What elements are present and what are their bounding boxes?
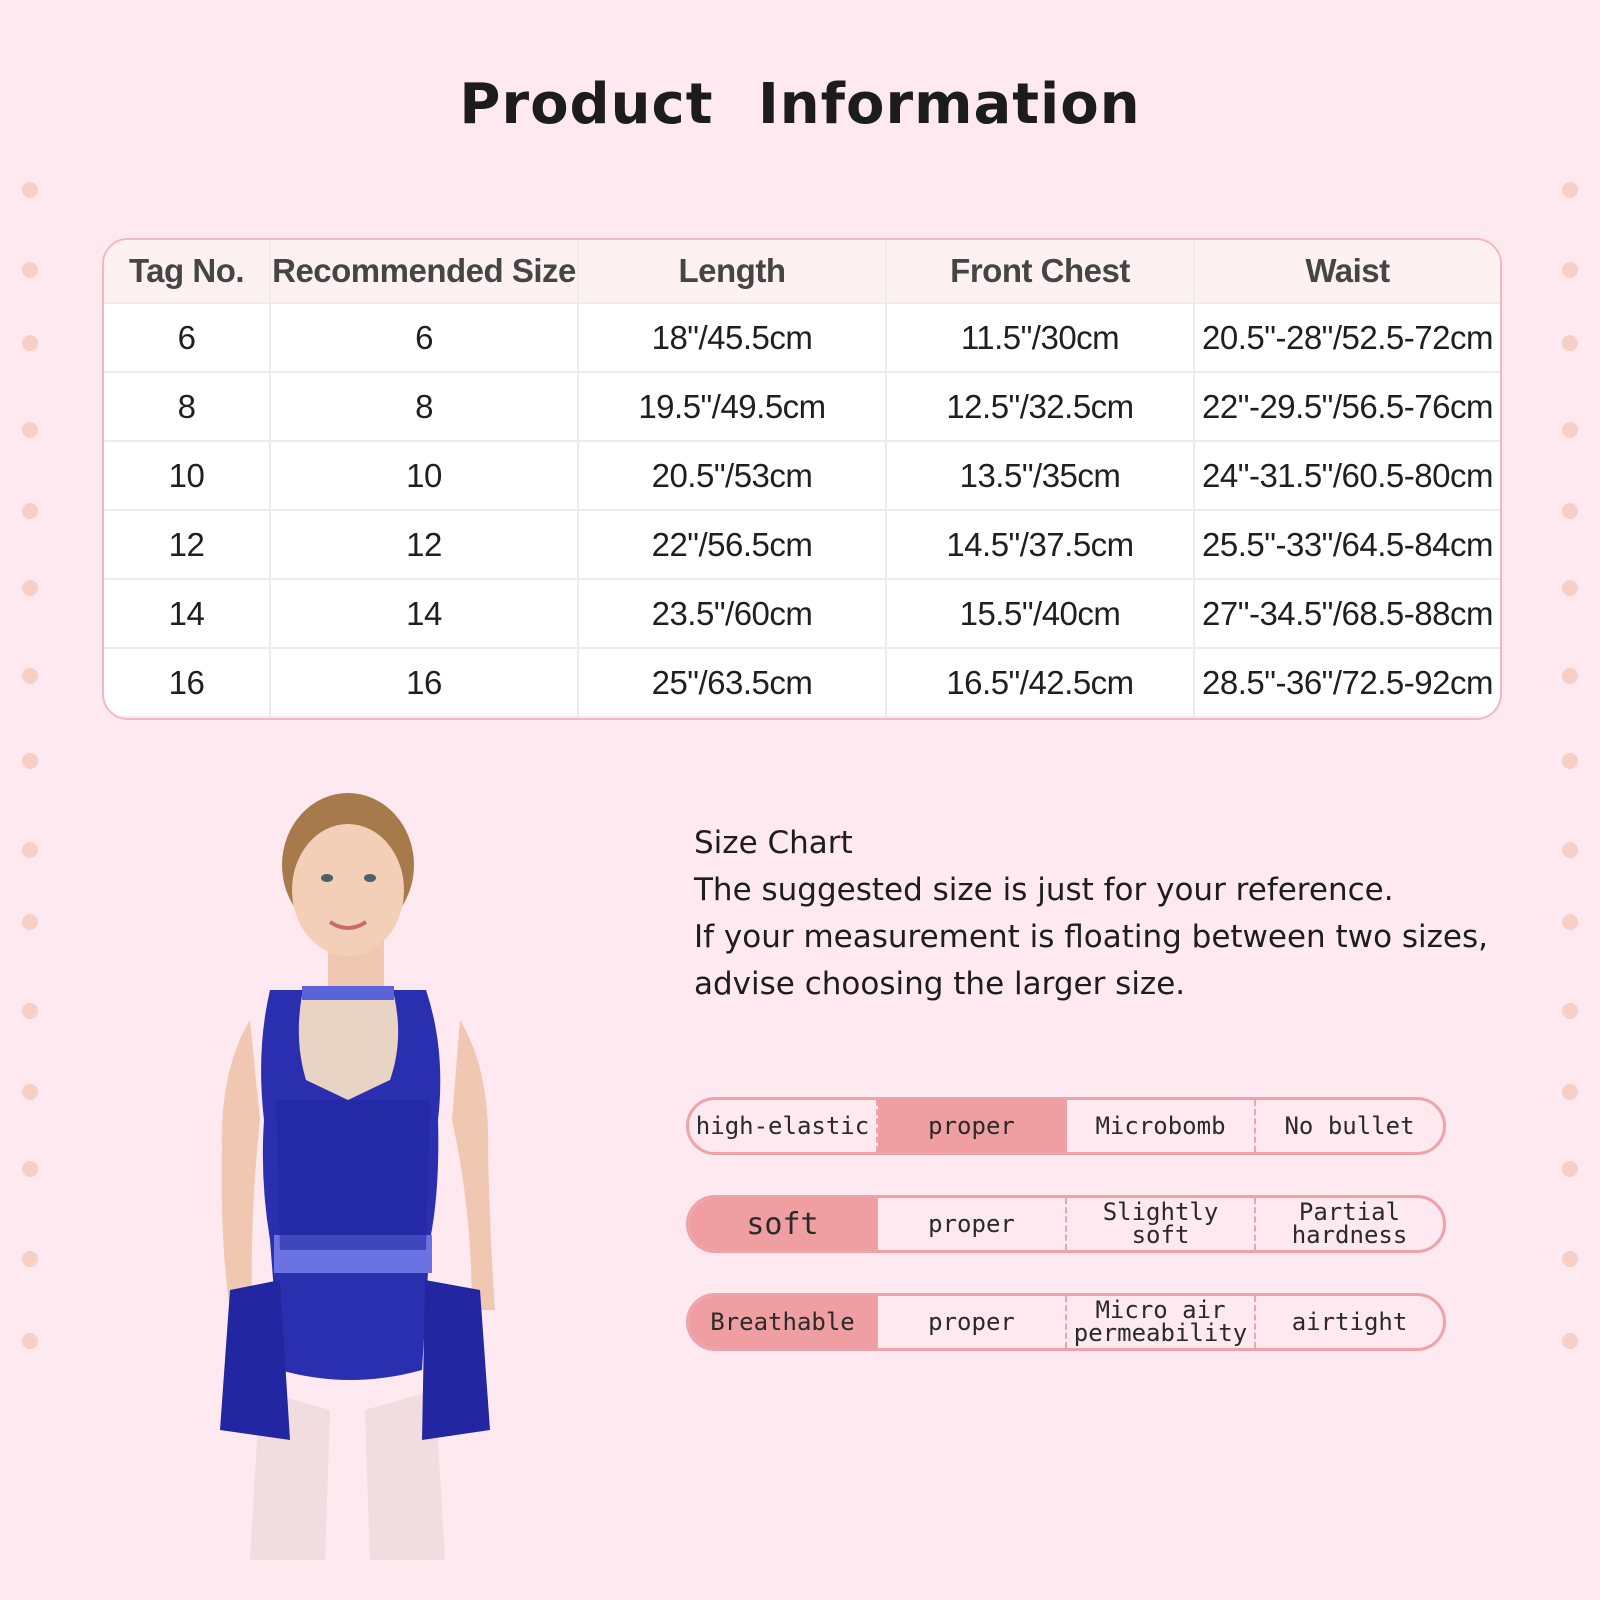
table-cell: 12.5"/32.5cm <box>886 372 1194 441</box>
size-table <box>102 238 1502 720</box>
elasticity-scale <box>686 1097 1446 1155</box>
table-row <box>104 579 1500 648</box>
size-chart-heading: Size Chart <box>694 825 853 861</box>
header-length: Length <box>578 240 886 303</box>
table-cell: 10 <box>270 441 578 510</box>
table-cell: 27"-34.5"/68.5-88cm <box>1194 579 1500 648</box>
scale-option-selected: proper <box>878 1100 1067 1152</box>
table-cell: 22"-29.5"/56.5-76cm <box>1194 372 1500 441</box>
scale-option: airtight <box>1291 1307 1408 1336</box>
table-cell: 14 <box>270 579 578 648</box>
table-cell: 18"/45.5cm <box>578 303 886 372</box>
size-chart-note <box>694 820 1514 1008</box>
table-cell: 14.5"/37.5cm <box>886 510 1194 579</box>
model-photo <box>190 790 530 1560</box>
header-tag-no: Tag No. <box>104 240 270 303</box>
table-cell: 23.5"/60cm <box>578 579 886 648</box>
table-cell: 25"/63.5cm <box>578 648 886 717</box>
header-waist: Waist <box>1194 240 1500 303</box>
table-cell: 22"/56.5cm <box>578 510 886 579</box>
table-cell: 8 <box>104 372 270 441</box>
scale-option: Partial hardness <box>1291 1198 1408 1249</box>
scale-option: Microbomb <box>1067 1100 1256 1152</box>
table-header-row <box>104 240 1500 303</box>
right-dot-border <box>1550 0 1590 1600</box>
table-cell: 19.5"/49.5cm <box>578 372 886 441</box>
table-cell: 13.5"/35cm <box>886 441 1194 510</box>
table-row <box>104 648 1500 717</box>
scale-option: proper <box>878 1198 1067 1250</box>
scale-option: No bullet <box>1284 1111 1415 1140</box>
table-cell: 12 <box>104 510 270 579</box>
table-row <box>104 510 1500 579</box>
table-cell: 11.5"/30cm <box>886 303 1194 372</box>
table-cell: 16 <box>104 648 270 717</box>
table-cell: 8 <box>270 372 578 441</box>
table-cell: 10 <box>104 441 270 510</box>
table-row <box>104 441 1500 510</box>
table-cell: 20.5"-28"/52.5-72cm <box>1194 303 1500 372</box>
size-chart-line: If your measurement is floating between two sizes, <box>694 919 1488 955</box>
scale-option-selected: soft <box>689 1198 878 1250</box>
table-cell: 12 <box>270 510 578 579</box>
table-cell: 28.5"-36"/72.5-92cm <box>1194 648 1500 717</box>
scale-option: Micro air permeability <box>1067 1296 1256 1348</box>
table-row <box>104 303 1500 372</box>
left-dot-border <box>10 0 50 1600</box>
table-cell: 14 <box>104 579 270 648</box>
table-cell: 20.5"/53cm <box>578 441 886 510</box>
table-row <box>104 372 1500 441</box>
table-cell: 6 <box>270 303 578 372</box>
size-chart-line: advise choosing the larger size. <box>694 966 1186 1002</box>
scale-option: high-elastic <box>689 1100 878 1152</box>
page-title: Product Information <box>459 72 1141 137</box>
header-front-chest: Front Chest <box>886 240 1194 303</box>
header-recommended-size: Recommended Size <box>270 240 578 303</box>
table-cell: 6 <box>104 303 270 372</box>
table-cell: 25.5"-33"/64.5-84cm <box>1194 510 1500 579</box>
breathability-scale <box>686 1293 1446 1351</box>
scale-option: proper <box>878 1296 1067 1348</box>
softness-scale <box>686 1195 1446 1253</box>
table-cell: 15.5"/40cm <box>886 579 1194 648</box>
table-cell: 24"-31.5"/60.5-80cm <box>1194 441 1500 510</box>
scale-option-selected: Breathable <box>689 1296 878 1348</box>
table-cell: 16.5"/42.5cm <box>886 648 1194 717</box>
table-cell: 16 <box>270 648 578 717</box>
size-chart-line: The suggested size is just for your reference. <box>694 872 1394 908</box>
scale-option: Slightly soft <box>1067 1198 1256 1250</box>
